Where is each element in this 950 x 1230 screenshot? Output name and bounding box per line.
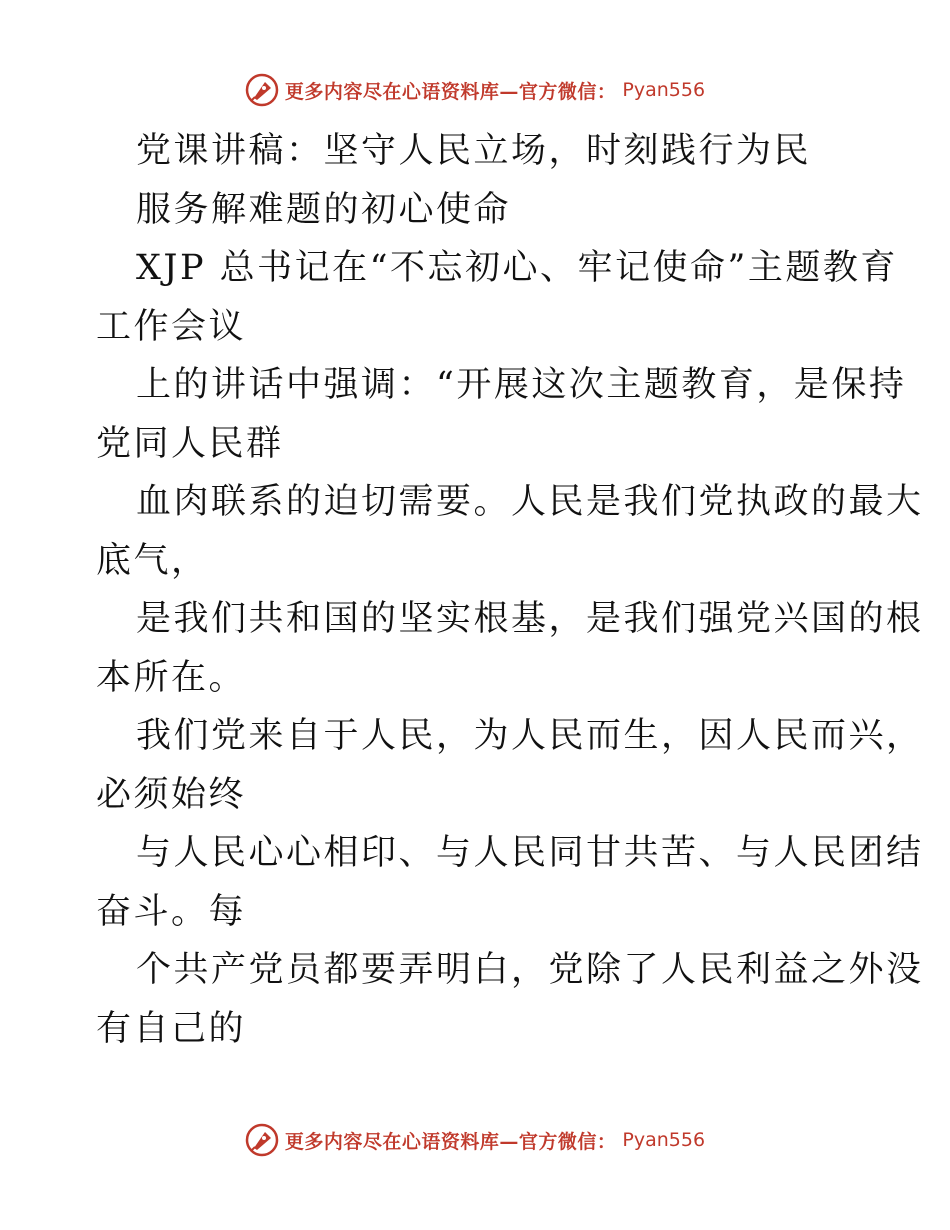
- document-body: [96, 122, 924, 1058]
- text-line: 个共产党员都要弄明白，党除了人民利益之外没: [136, 950, 924, 990]
- text-line: 上的讲话中强调：“开展这次主题教育，是保持: [136, 365, 907, 405]
- header-account-id: Pyan556: [622, 79, 706, 101]
- text-line: 血肉联系的迫切需要。人民是我们党执政的最大: [136, 482, 924, 522]
- text-line: 服务解难题的初心使命: [136, 189, 512, 230]
- text-line: XJP 总书记在“不忘初心、牢记使命”主题教育: [136, 248, 898, 288]
- footer-account-id: Pyan556: [622, 1129, 706, 1151]
- text-line: 工作会议: [96, 306, 247, 347]
- pen-nib-logo-icon: [245, 73, 279, 107]
- text-line: 党同人民群: [96, 423, 284, 464]
- text-line: 必须始终: [96, 774, 247, 815]
- text-line: 奋斗。每: [96, 891, 247, 932]
- header-brand-text: 更多内容尽在心语资料库—官方微信：: [284, 80, 617, 103]
- text-line: 是我们共和国的坚实根基，是我们强党兴国的根: [136, 599, 924, 639]
- text-line: 底气，: [96, 540, 209, 581]
- footer-watermark-banner: [0, 1118, 950, 1162]
- footer-brand-text: 更多内容尽在心语资料库—官方微信：: [284, 1130, 617, 1153]
- header-watermark-banner: [0, 68, 950, 112]
- text-line: 有自己的: [96, 1008, 247, 1049]
- text-line: 我们党来自于人民，为人民而生，因人民而兴，: [136, 716, 924, 756]
- text-line: 与人民心心相印、与人民同甘共苦、与人民团结: [136, 833, 924, 873]
- pen-nib-logo-icon: [245, 1123, 279, 1157]
- text-line: 党课讲稿：坚守人民立场，时刻践行为民: [136, 131, 812, 171]
- text-line: 本所在。: [96, 657, 247, 698]
